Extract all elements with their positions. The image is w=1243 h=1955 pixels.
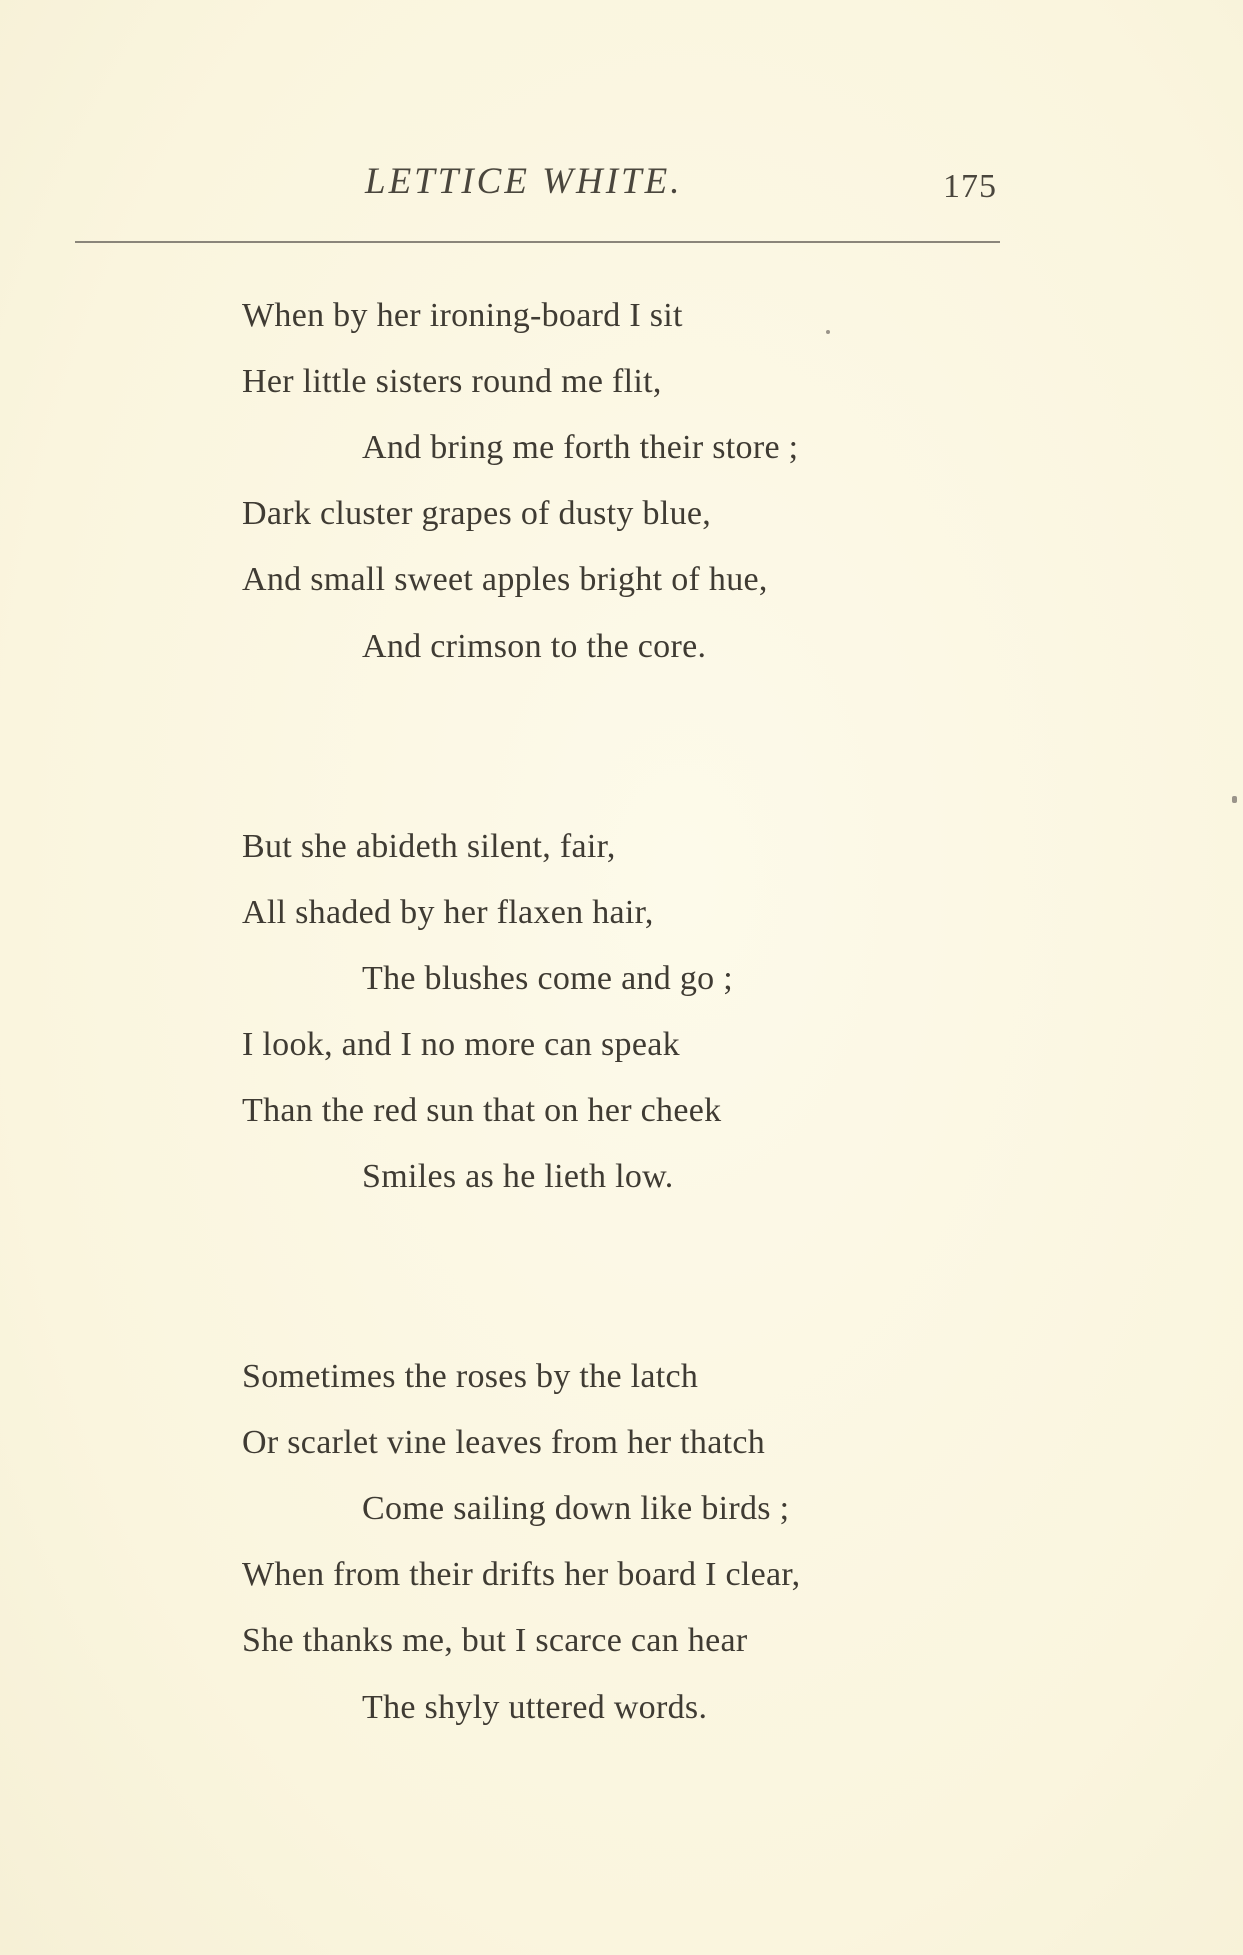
poem-line: But she abideth silent, fair, <box>242 828 616 865</box>
poem-line: Dark cluster grapes of dusty blue, <box>242 495 712 532</box>
poem-line: Or scarlet vine leaves from her thatch <box>242 1424 766 1461</box>
poem-line: Smiles as he lieth low. <box>362 1158 674 1195</box>
poem-line: When by her ironing-board I sit <box>242 297 683 334</box>
poem-line: And crimson to the core. <box>362 628 707 665</box>
poem-line: And small sweet apples bright of hue, <box>242 561 768 598</box>
poem-line: When from their drifts her board I clear, <box>242 1556 801 1593</box>
poem-line: I look, and I no more can speak <box>242 1026 680 1063</box>
poem-line: The shyly uttered words. <box>362 1689 708 1726</box>
paper-speck <box>1232 796 1237 803</box>
running-title: LETTICE WHITE. <box>365 161 683 202</box>
poem-line: Than the red sun that on her cheek <box>242 1092 722 1129</box>
poem-line: Her little sisters round me flit, <box>242 363 662 400</box>
poem-line: The blushes come and go ; <box>362 960 734 997</box>
poem-line: And bring me forth their store ; <box>362 429 799 466</box>
page-number: 175 <box>943 168 997 205</box>
header-rule <box>75 241 1000 243</box>
poem-line: She thanks me, but I scarce can hear <box>242 1622 748 1659</box>
poem-line: All shaded by her flaxen hair, <box>242 894 654 931</box>
paper-speck <box>826 330 830 334</box>
poem-line: Sometimes the roses by the latch <box>242 1358 699 1395</box>
poem-line: Come sailing down like birds ; <box>362 1490 790 1527</box>
